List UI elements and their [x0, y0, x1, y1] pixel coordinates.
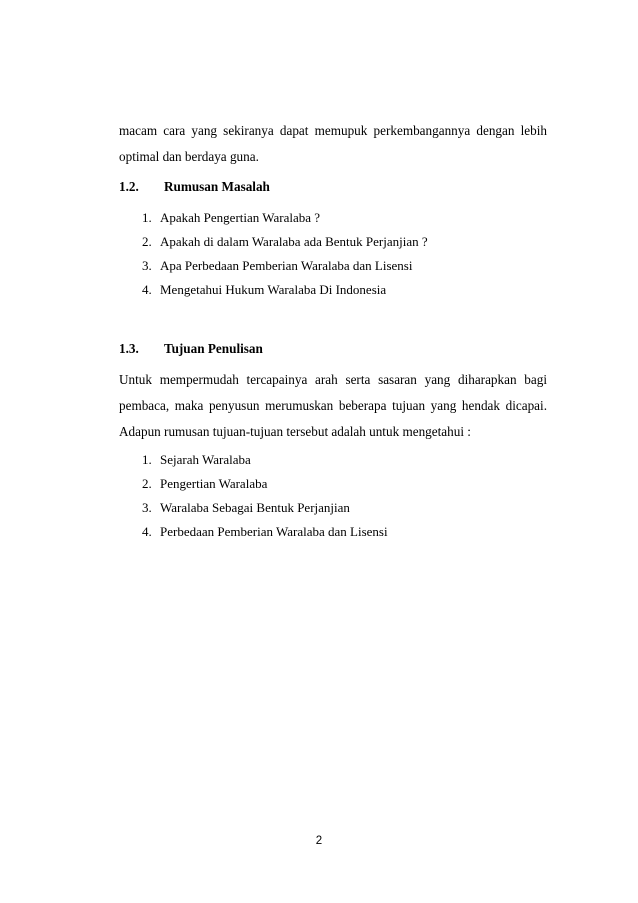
- rumusan-masalah-list: [142, 206, 428, 302]
- list-item-text: Sejarah Waralaba: [160, 452, 251, 467]
- list-marker: 4.: [142, 282, 152, 297]
- list-marker: 2.: [142, 476, 152, 491]
- tujuan-paragraph: [119, 367, 547, 445]
- section-title: Tujuan Penulisan: [164, 341, 263, 356]
- list-item: [142, 230, 428, 254]
- list-item-text: Apakah Pengertian Waralaba ?: [160, 210, 321, 225]
- list-item-text: Perbedaan Pemberian Waralaba dan Lisensi: [160, 524, 388, 539]
- list-item-text: Pengertian Waralaba: [160, 476, 268, 491]
- list-marker: 4.: [142, 524, 152, 539]
- section-number: 1.3.: [119, 341, 139, 356]
- tujuan-line-1: Untuk mempermudah tercapainya arah serta sasaran yang diharapkan bagi: [119, 372, 547, 387]
- page-number: 2: [315, 835, 323, 847]
- section-title: Rumusan Masalah: [164, 179, 270, 194]
- section-number: 1.2.: [119, 179, 139, 194]
- tujuan-line-2: pembaca, maka penyusun merumuskan beberapa tujuan yang hendak dicapai.: [119, 398, 547, 413]
- list-marker: 2.: [142, 234, 152, 249]
- tujuan-line-3: Adapun rumusan tujuan-tujuan tersebut adalah untuk mengetahui :: [119, 424, 471, 439]
- list-item-text: Mengetahui Hukum Waralaba Di Indonesia: [160, 282, 387, 297]
- list-item: [142, 520, 388, 544]
- tujuan-penulisan-list: [142, 448, 388, 544]
- list-item: [142, 496, 388, 520]
- intro-paragraph: [119, 118, 547, 170]
- list-marker: 3.: [142, 258, 152, 273]
- list-marker: 1.: [142, 452, 152, 467]
- list-item: [142, 254, 428, 278]
- list-item: [142, 278, 428, 302]
- list-item-text: Waralaba Sebagai Bentuk Perjanjian: [160, 500, 350, 515]
- list-item: [142, 206, 428, 230]
- section-heading-rumusan-masalah: [119, 177, 270, 197]
- list-marker: 1.: [142, 210, 152, 225]
- intro-line-1: macam cara yang sekiranya dapat memupuk perkembangannya dengan lebih: [119, 123, 547, 138]
- list-item-text: Apa Perbedaan Pemberian Waralaba dan Lisensi: [160, 258, 413, 273]
- intro-line-2: optimal dan berdaya guna.: [119, 149, 259, 164]
- section-heading-tujuan-penulisan: [119, 339, 263, 359]
- list-item: [142, 448, 388, 472]
- list-item: [142, 472, 388, 496]
- list-item-text: Apakah di dalam Waralaba ada Bentuk Perjanjian ?: [160, 234, 428, 249]
- list-marker: 3.: [142, 500, 152, 515]
